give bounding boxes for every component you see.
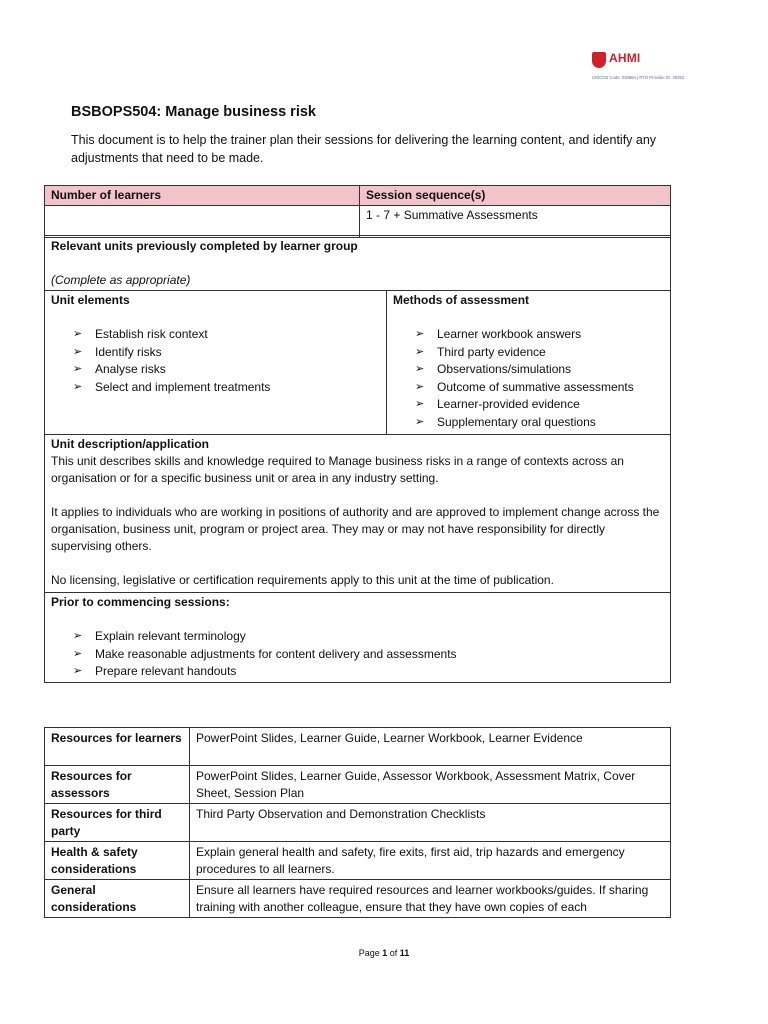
list-item: ➢ Prepare relevant handouts [73, 663, 664, 681]
list-item: ➢ Select and implement treatments [73, 379, 380, 397]
units-table [44, 235, 671, 683]
resource-label: General considerations [45, 880, 190, 918]
intro-paragraph: This document is to help the trainer plan their sessions for delivering the learning content, and identify any adjustments that need to be made. [71, 133, 657, 165]
unit-description-p3: No licensing, legislative or certification requirements apply to this unit at the time of publication. [51, 573, 554, 587]
resource-label: Resources for learners [45, 728, 190, 766]
learners-value [45, 206, 360, 238]
unit-description-cell [45, 435, 671, 593]
relevant-units-note: (Complete as appropriate) [51, 273, 191, 287]
resource-value: Ensure all learners have required resources and learner workbooks/guides. If sharing training with another colleague, ensure that they have own copies of each [190, 880, 671, 918]
list-item: ➢ Supplementary oral questions [415, 414, 664, 432]
methods-heading: Methods of assessment [393, 293, 530, 307]
document-title: BSBOPS504: Manage business risk [71, 104, 316, 120]
prior-sessions-cell [45, 593, 671, 683]
resource-value: PowerPoint Slides, Learner Guide, Assessor Workbook, Assessment Matrix, Cover Sheet, Session Plan [190, 766, 671, 804]
unit-elements-cell [45, 291, 387, 435]
page-of: of [389, 948, 398, 958]
unit-elements-list [51, 326, 380, 396]
unit-description-p1: This unit describes skills and knowledge required to Manage business risks in a range of contexts across an organisation or for a specific business unit or area in any industry setting. [51, 454, 624, 485]
resource-value: Explain general health and safety, fire exits, first aid, trip hazards and emergency procedures to all learners. [190, 842, 671, 880]
list-item: ➢ Learner workbook answers [415, 326, 664, 344]
list-item: ➢ Explain relevant terminology [73, 628, 664, 646]
resources-table [44, 727, 671, 918]
page-total: 11 [399, 948, 410, 958]
session-info-table [44, 185, 671, 238]
resource-label: Resources for third party [45, 804, 190, 842]
list-item: ➢ Analyse risks [73, 361, 380, 379]
unit-elements-heading: Unit elements [51, 293, 130, 307]
relevant-units-cell [45, 236, 671, 291]
logo-brand: AHMI [609, 51, 641, 65]
prior-sessions-heading: Prior to commencing sessions: [51, 595, 230, 609]
list-item: ➢ Identify risks [73, 344, 380, 362]
ahmi-logo [592, 48, 697, 86]
session-sequence-value: 1 - 7 + Summative Assessments [360, 206, 671, 238]
prior-sessions-list [51, 628, 664, 681]
list-item: ➢ Outcome of summative assessments [415, 379, 664, 397]
relevant-units-heading: Relevant units previously completed by learner group [51, 239, 358, 253]
page-label: Page [358, 948, 380, 958]
logo-registration: CRICOS Code: 03686A | RTO Provider ID: 30352 [592, 75, 685, 80]
learners-header: Number of learners [45, 186, 360, 206]
list-item: ➢ Establish risk context [73, 326, 380, 344]
resource-value: Third Party Observation and Demonstration Checklists [190, 804, 671, 842]
unit-description-heading: Unit description/application [51, 437, 210, 451]
resource-label: Resources for assessors [45, 766, 190, 804]
list-item: ➢ Third party evidence [415, 344, 664, 362]
resource-value: PowerPoint Slides, Learner Guide, Learner Workbook, Learner Evidence [190, 728, 671, 766]
list-item: ➢ Learner-provided evidence [415, 396, 664, 414]
unit-description-p2: It applies to individuals who are working in positions of authority and are approved to implement change across the organisation, business unit, program or project area. They may or may not have responsibility for directly supervising others. [51, 505, 660, 553]
session-sequence-header: Session sequence(s) [360, 186, 671, 206]
methods-list [393, 326, 664, 431]
list-item: ➢ Make reasonable adjustments for content delivery and assessments [73, 646, 664, 664]
methods-cell [387, 291, 671, 435]
list-item: ➢ Observations/simulations [415, 361, 664, 379]
page-footer [0, 948, 768, 958]
shield-icon [592, 52, 606, 68]
page-number: 1 [382, 948, 388, 958]
resource-label: Health & safety considerations [45, 842, 190, 880]
